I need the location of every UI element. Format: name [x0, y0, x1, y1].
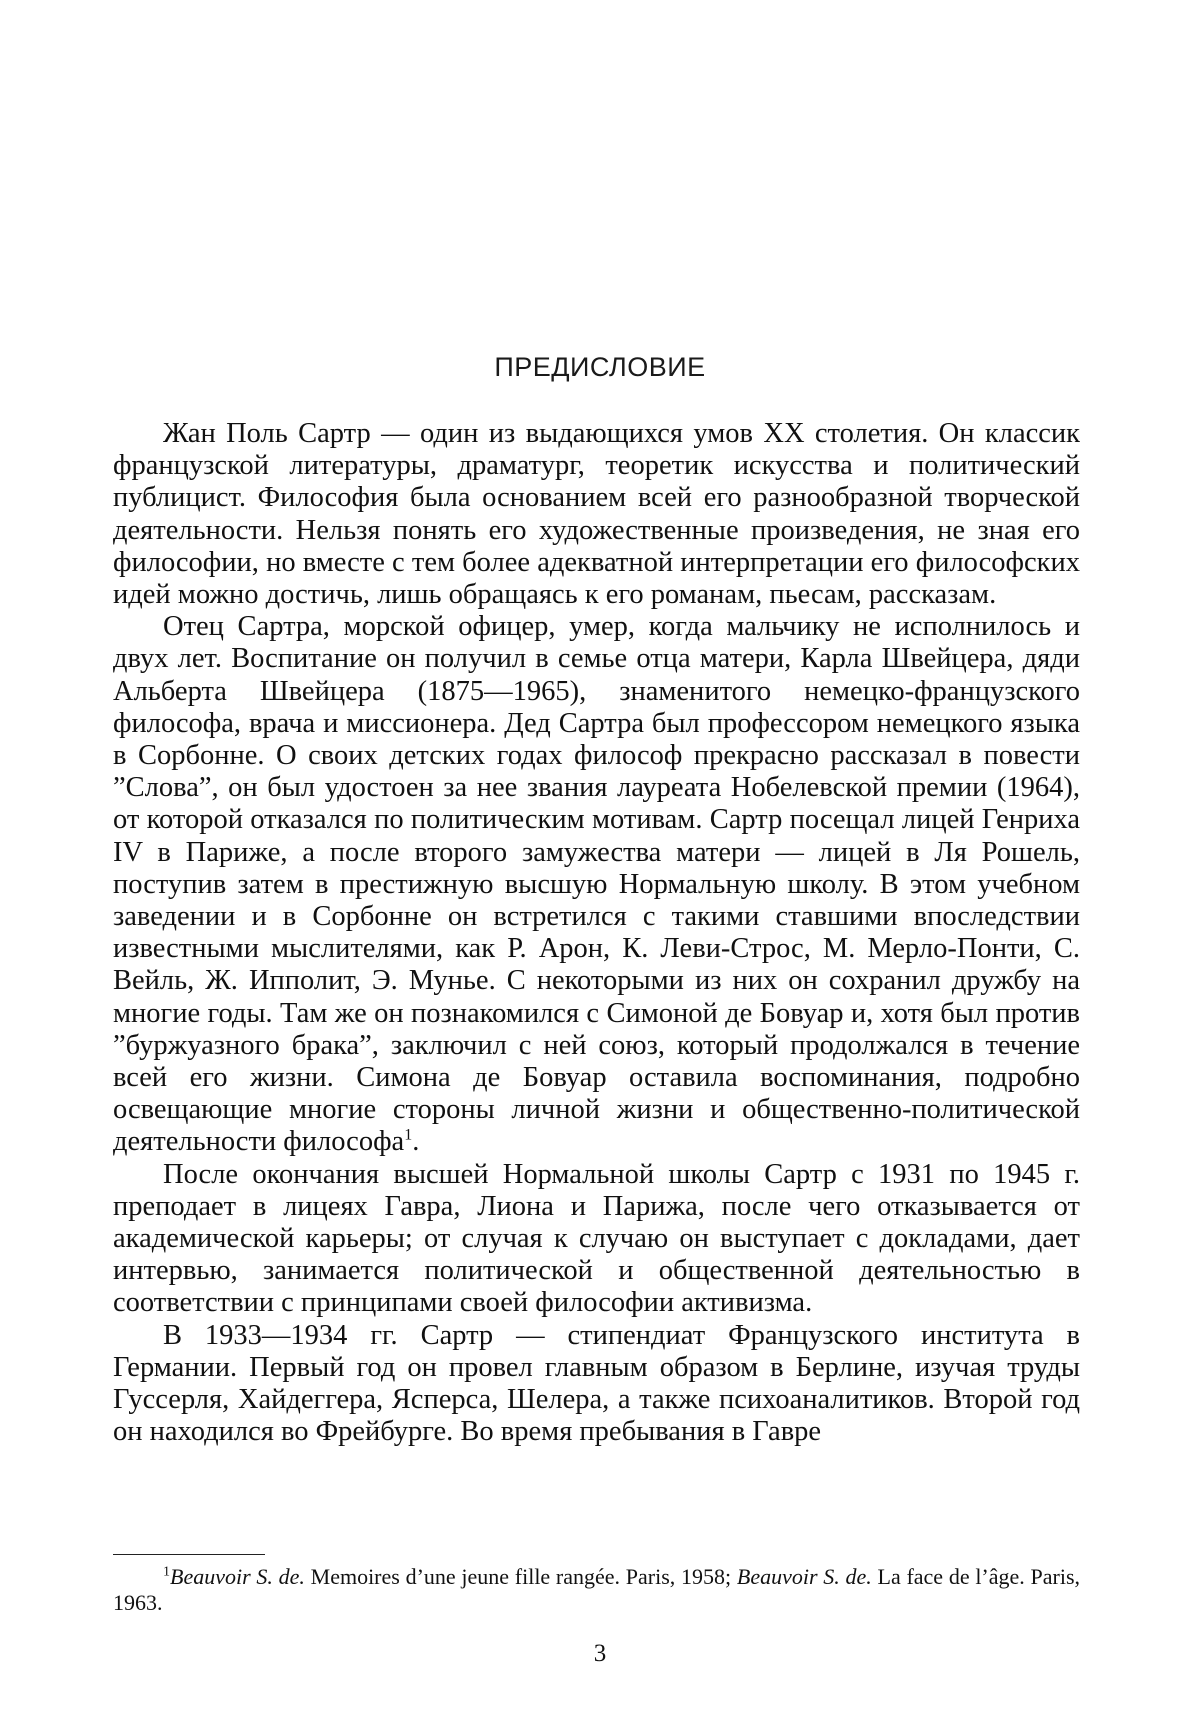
footnote-mark: 1 — [163, 1564, 170, 1580]
footnote-author-2: Beauvoir S. de. — [736, 1564, 872, 1589]
paragraph-biography-text: Отец Сартра, морской офицер, умер, когда мальчику не исполнилось и двух лет. Воспитание он получил в семье отца матери, Карла Швейцера, дяди Альберта Швейцера (1875—1965), знаменитого немецко-французского философа, врача и миссионера. Дед Сартра был профессором немецкого языка в Сорбонне. О своих детских годах философ прекрасно рассказал в повести ”Слова”, он был удостоен за нее звания лауреата Нобелевской премии (1964), от которой отказался по политическим мотивам. Сартр посещал лицей Генриха IV в Париже, а после второго замужества матери — лицей в Ля Рошель, поступив затем в престижную высшую Нормальную школу. В этом учебном заведении и в Сорбонне он встретился с такими ставшими впоследствии известными мыслителями, как Р. Арон, К. Леви-Строс, М. Мерло-Понти, С. Вейль, Ж. Ипполит, Э. Мунье. С некоторыми из них он сохранил дружбу на многие годы. Там же он познакомился с Симоной де Бовуар и, хотя был против ”буржуазного брака”, заключил с ней союз, который продолжался в течение всей его жизни. Симона де Бовуар оставила воспоминания, подробно освещающие многие стороны личной жизни и общественно-политической деятельности философа — [113, 611, 1080, 1158]
paragraph-biography: Отец Сартра, морской офицер, умер, когда мальчику не исполнилось и двух лет. Воспитание он получил в семье отца матери, Карла Швейцера, дяди Альберта Швейцера (1875—1965), знаменитого немецко-французского философа, врача и миссионера. Дед Сартра был профессором немецкого языка в Сорбонне. О своих детских годах философ прекрасно рассказал в повести ”Слова”, он был удостоен за нее звания лауреата Нобелевской премии (1964), от которой отказался по политическим мотивам. Сартр посещал лицей Генриха IV в Париже, а после второго замужества матери — лицей в Ля Рошель, поступив затем в престижную высшую Нормальную школу. В этом учебном заведении и в Сорбонне он встретился с такими ставшими впоследствии известными мыслителями, как Р. Арон, К. Леви-Строс, М. Мерло-Понти, С. Вейль, Ж. Ипполит, Э. Мунье. С некоторыми из них он сохранил дружбу на многие годы. Там же он познакомился с Симоной де Бовуар и, хотя был против ”буржуазного брака”, заключил с ней союз, который продолжался в течение всей его жизни. Симона де Бовуар оставила воспоминания, подробно освещающие многие стороны личной жизни и общественно-политической деятельности философа$^1$. — [113, 611, 1080, 1158]
footnote-divider — [113, 1554, 265, 1555]
paragraph-career: После окончания высшей Нормальной школы Сартр с 1931 по 1945 г. преподает в лицеях Гавра, Лиона и Парижа, после чего отказывается от академической карьеры; от случая к случаю он выступает с докладами, дает интервью, занимается политической и общественной деятельностью в соответствии с принципами своей философии активизма. — [113, 1158, 1080, 1319]
page-number: 3 — [593, 1640, 607, 1667]
paragraph-intro: Жан Поль Сартр — один из выдающихся умов XX столетия. Он классик французской литературы, драматург, теоретик искусства и политический публицист. Философия была основанием всей его разнообразной творческой деятельности. Нельзя понять его художественные произведения, не зная его философии, но вместе с тем более адекватной интерпретации его философских идей можно достичь, лишь обращаясь к его романам, пьесам, рассказам. — [113, 418, 1080, 611]
footnote-reference: 1 — [404, 1126, 413, 1144]
page-heading: ПРЕДИСЛОВИЕ — [494, 352, 706, 382]
body-text — [113, 418, 1080, 1449]
footnote-title-1: Memoires d’une jeune fille rangée. Paris, 1958; — [304, 1564, 737, 1589]
footnote — [113, 1564, 1080, 1616]
paragraph-germany: В 1933—1934 гг. Сартр — стипендиат Французского института в Германии. Первый год он провел главным образом в Берлине, изучая труды Гуссерля, Хайдеггера, Ясперса, Шелера, а также психоаналитиков. Второй год он находился во Фрейбурге. Во время пребывания в Гавре — [113, 1319, 1080, 1448]
footnote-title-2: La face de l’âge. Paris, 1963. — [113, 1564, 1081, 1615]
footnote-author-1: Beauvoir S. de. — [170, 1564, 305, 1589]
